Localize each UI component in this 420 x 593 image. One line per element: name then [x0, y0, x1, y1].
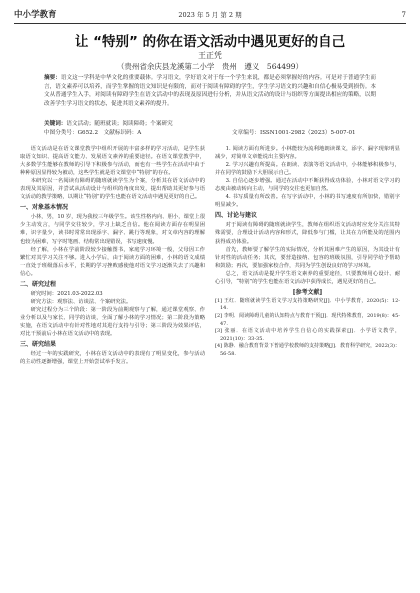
body-paragraph: 1. 阅读方面有所进步。小林能较为流利地朗读课文，添字、漏字现象明显减少，对简单文章能说出主要内容。 [215, 146, 400, 161]
article-title: 让 “特别” 的你在语文活动中遇见更好的自己 [74, 34, 346, 50]
keywords-text: 语文活动；随班就读；阅读障碍；个案研究 [66, 121, 173, 127]
reference-item: [4] 陈静．融合教育背景下普通学校教师的支持策略[J]．教育科学研究，2022(3)：56-58. [215, 343, 400, 357]
left-column [20, 145, 205, 573]
issue-info: 2023 年 5 月 第 2 期 [178, 11, 242, 19]
abstract-label: 摘要： [44, 75, 61, 81]
body-paragraph: 4. 书写质量有所改善。在写字活动中，小林的书写速度有所加快，错别字明显减少。 [215, 194, 400, 209]
section-heading: 四、讨论与建议 [215, 212, 258, 220]
body-paragraph: 语文活动是在语文课堂教学中组织开展的丰富多样的学习活动，是学生获取语文知识、提高语文能力、发展语文素养的重要途径。在语文课堂教学中，大多数学生能够在教师的引导下积极参与活动，而也有一些学生在活动中由于种种原因显得较为被动，这些学生就是语文课堂中“特别”的存在。 [20, 146, 205, 177]
page-number: 7 [401, 11, 406, 19]
abstract-text: 语文这一学科是中华文化的重要载体。学习语文，学好语文对于每一个学生来说，都是必须掌握好的内容。可是对于普通学生而言，语文素养可以培养，而学生掌握的语文知识是有限的，而对于阅读有障碍的学生，学生学习语文的兴趣和自信心极易受到损伤。本文从普通学生入手，对阅读有障碍学生在语文活动中的表现及原因进行分析，并从语文活动的设计与组织等方面提出相应的策略，以期改善学生学习语文的状态，促进其语文素养的提升。 [44, 75, 376, 107]
body-paragraph: 经过一年的实践研究，小林在语文活动中的表现有了明显变化，参与活动的主动性逐渐增强，课堂上开始尝试举手发言。 [20, 351, 205, 366]
doc-code-value: A [137, 130, 142, 136]
abstract [44, 74, 376, 108]
journal-name: 中小学教育 [14, 10, 57, 20]
header-rule [14, 23, 406, 24]
article-no-value: ISSN1001-2982（2023）5-007-01 [259, 130, 356, 136]
section-heading: 三、研究结果 [20, 341, 57, 349]
references-heading: [参考文献] [292, 288, 323, 296]
body-paragraph: 对于阅读有障碍的随班就读学生，教师在组织语文活动时应充分关注其特殊需要，合理设计活动内容和形式，降低参与门槛，让其在力所能及的范围内获得成功体验。 [215, 222, 400, 245]
body-paragraph: 研究过程分为三个阶段：第一阶段为前期观察与了解，通过课堂观察、作业分析以及与家长、同学的访谈，全面了解小林的学习情况；第二阶段为策略实施，在语文活动中有针对性地对其进行支持与引导；第三阶段为效果评估，对比干预前后小林在语文活动中的表现。 [20, 306, 205, 338]
body-paragraph: 本研究以一名阅读有障碍的随班就读学生为个案，分析其在语文活动中的表现及其原因，并尝试从活动设计与组织的角度出发，提出帮助其更好参与语文活动的教学策略，以期让“特别”的学生也能在语文活动中遇见更好的自己。 [20, 178, 205, 201]
article-no-label: 文章编号： [232, 130, 260, 136]
reference-item: [3] 张丽．在语文活动中培养学生自信心的实践探索[J]．小学语文教学，2021(10)：33-35. [215, 328, 400, 342]
author-affiliation: （贵州省余庆县龙溪第二小学 贵州 遵义 564499） [116, 62, 304, 71]
body-paragraph: 2. 学习兴趣有所提高。在朗读、表演等语文活动中，小林能够积极参与，并在同学的鼓励下大胆展示自己。 [215, 162, 400, 177]
classification-label: 中图分类号： [44, 130, 78, 136]
body-paragraph: 研究时间：2021.03-2022.03 [30, 290, 103, 297]
body-paragraph: 首先，教师要了解学生的实际情况，分析其困难产生的原因，为其设计有针对性的活动任务；其次，要营造接纳、包容的班级氛围，引导同学给予帮助和鼓励；再次，要加强家校合作，共同为学生创设良好的学习环境。 [215, 246, 400, 269]
classification-value: G652.2 [77, 130, 99, 136]
section-heading: 一、对象基本情况 [20, 204, 69, 212]
doc-code-label: 文献标识码： [103, 130, 138, 136]
keywords-label: 关键词： [44, 121, 67, 127]
body-paragraph: 3. 自信心逐步增强。通过在活动中不断获得成功体验，小林对语文学习的态度由被动转向主动，与同学的交往也更加自然。 [215, 178, 400, 193]
section-heading: 二、研究过程 [20, 280, 57, 288]
body-paragraph: 总之，语文活动是提升学生语文素养的重要途径，只要教师用心设计、耐心引导，“特别”的学生也能在语文活动中获得成长，遇见更好的自己。 [215, 270, 400, 285]
body-paragraph: 经了解，小林在学前阶段较少接触图书，家庭学习环境一般，父母因工作繁忙对其学习关注不够。进入小学后，由于阅读方面的困难，小林的语文成绩一直处于班级落后水平，长期的学习挫败感使他对语文学习逐渐失去了兴趣和信心。 [20, 246, 205, 277]
body-paragraph: 研究方法：观察法、访谈法、个案研究法。 [30, 298, 132, 305]
reference-item: [1] 王红．随班就读学生语文学习支持策略研究[J]．中小学教育，2020(5)：12-14. [215, 297, 400, 312]
author-name: 王正凭 [198, 51, 222, 60]
right-column [215, 145, 400, 573]
running-header [14, 8, 406, 22]
body-paragraph: 小林，男，10 岁，现为我校三年级学生。该生性格内向、胆小，课堂上很少主动发言，与同学交往较少，学习上缺乏自信。他在阅读方面存在明显困难，识字量少，读书时常常出现添字、漏字、跳行等现象，对文章内容的理解也较为困难，写字时笔画、结构常出现错误，书写速度慢。 [20, 214, 205, 245]
reference-item: [2] 李明．阅读障碍儿童的认知特点与教育干预[J]．现代特殊教育，2019(8)：45-47. [215, 313, 400, 327]
